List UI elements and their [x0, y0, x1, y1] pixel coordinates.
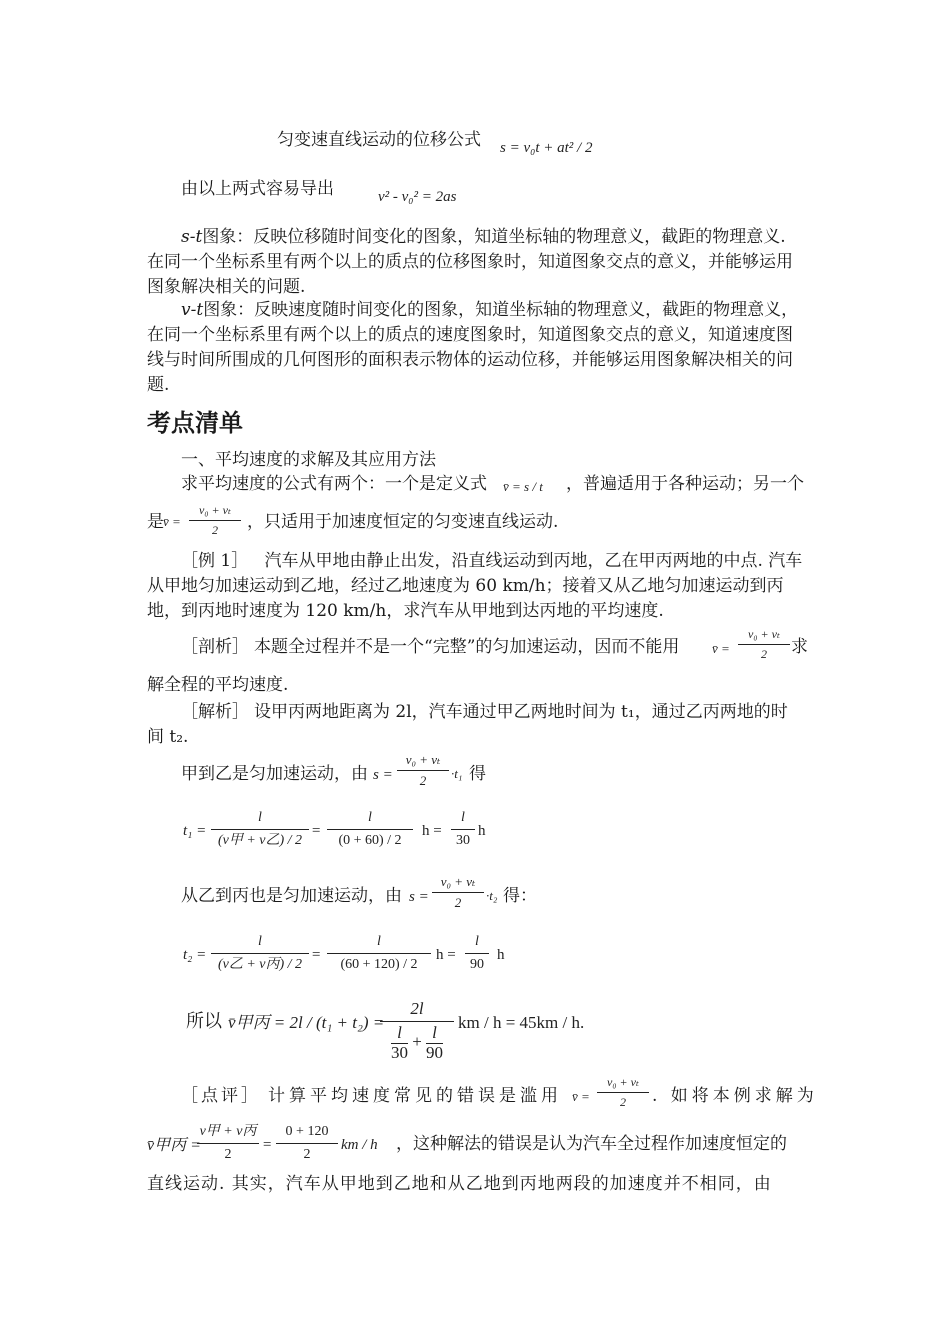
t2-equals: t₂ = — [183, 947, 207, 963]
inner-numerator: l — [397, 1023, 402, 1043]
comment-text-b: . 如将本例求解为 — [652, 1086, 818, 1106]
fraction-numerator: v甲 + v丙 — [199, 1124, 257, 1139]
t2-equals-2: = — [311, 947, 322, 963]
fraction-numerator: v₀ + vₜ — [440, 874, 476, 889]
solution-text-a: 设甲丙两地距离为 2l，汽车通过甲乙两地时间为 t₁，通过乙丙两地的时 — [254, 702, 788, 722]
fraction-denominator: (0 + 60) / 2 — [338, 832, 402, 848]
analysis-v-equals: v̄ = — [712, 641, 730, 656]
t1-equals-2: = — [311, 823, 322, 839]
avg-line2-a: 是 — [147, 512, 164, 532]
step1-s-equals: s = — [373, 767, 393, 783]
analysis-tag: ［剖析］ — [181, 637, 249, 657]
fraction-numerator: l — [377, 934, 381, 949]
avg-definition-formula: v̄ = s / t — [503, 479, 543, 494]
comment-fraction-3 — [276, 1123, 338, 1163]
fraction-denominator: 2 — [454, 895, 462, 911]
section-heading: 考点清单 — [147, 409, 243, 437]
comment-fraction-2 — [197, 1123, 259, 1163]
plus-sign: + — [412, 1032, 422, 1052]
displacement-formula: s = v₀t + at² / 2 — [500, 140, 593, 156]
comment-vbar: v̄甲丙 = — [147, 1137, 201, 1154]
fraction-denominator: 2 — [212, 523, 218, 537]
fraction-numerator: v₀ + vₜ — [405, 752, 441, 767]
inner-numerator: l — [432, 1023, 437, 1043]
fraction-numerator: l — [461, 810, 465, 825]
t1-fraction-3 — [451, 809, 475, 849]
step2-text-a: 从乙到丙也是匀加速运动，由 — [181, 886, 402, 906]
comment-text-a: 计算平均速度常见的错误是滥用 — [268, 1086, 562, 1106]
step1-text-a: 甲到乙是匀加速运动，由 — [181, 764, 368, 784]
comment-text-c: ，这种解法的错误是认为汽车全过程作加速度恒定的 — [396, 1134, 787, 1154]
analysis-text: 本题全过程并不是一个“完整”的匀加速运动，因而不能用 — [254, 637, 680, 657]
result-value: km / h = 45km / h. — [458, 1013, 585, 1032]
example-tag: ［例 1］ — [181, 551, 249, 571]
result-text-a: 所以 — [186, 1011, 222, 1032]
step2-s-equals: s = — [409, 889, 429, 905]
avg-v-equals: v̄ = — [163, 514, 181, 529]
step2-dot-t2: ·t₂ — [486, 888, 498, 903]
fraction-denominator: 2 — [620, 1095, 626, 1109]
t2-fraction-2 — [327, 933, 431, 973]
comment-fraction — [597, 1075, 649, 1110]
vt-text: 图象：反映速度随时间变化的图象，知道坐标轴的物理意义，截距的物理意义，在同一个坐标系里有两个以上的质点的速度图象时，知道图象交点的意义，知道速度图线与时间所围成的几何图形的面积表示物体的运动位移，并能够运用图象解决相关的问题. — [147, 300, 799, 395]
fraction-numerator: 2l — [410, 999, 424, 1018]
fraction-denominator: 2 — [761, 647, 767, 661]
inner-denominator: 90 — [426, 1042, 444, 1062]
fraction-denominator: 2 — [303, 1146, 311, 1162]
result-fraction — [380, 998, 454, 1063]
avg-line1-b: ，普遍适用于各种运动；另一个 — [566, 474, 804, 494]
fraction-numerator: l — [368, 810, 372, 825]
derive-label: 由以上两式容易导出 — [181, 179, 334, 199]
fraction-numerator: v₀ + vₜ — [607, 1075, 639, 1089]
fraction-numerator: 0 + 120 — [285, 1124, 329, 1139]
step2-text-b: 得： — [503, 886, 537, 906]
t1-h: h — [478, 823, 486, 839]
step1-dot-t1: ·t₁ — [451, 766, 463, 781]
fraction-numerator: v₀ + vₜ — [748, 627, 780, 641]
fraction-denominator: 2 — [224, 1146, 232, 1162]
fraction-numerator: l — [258, 934, 262, 949]
comment-text-d: 直线运动. 其实，汽车从甲地到乙地和从乙地到丙地两段的加速度并不相同，由 — [147, 1174, 772, 1194]
displacement-formula-label: 匀变速直线运动的位移公式 — [277, 130, 481, 150]
st-text: 图象：反映位移随时间变化的图象，知道坐标轴的物理意义，截距的物理意义. 在同一个坐标系里有两个以上的质点的位移图象时，知道图象交点的意义，并能够运用图象解决相关的问题. — [147, 227, 793, 297]
fraction-numerator: l — [258, 810, 262, 825]
st-paragraph — [147, 225, 807, 300]
comment-v-equals: v̄ = — [572, 1089, 590, 1104]
fraction-denominator: (60 + 120) / 2 — [340, 956, 418, 972]
fraction-denominator: 30 — [456, 832, 470, 848]
comment-equals: = — [262, 1137, 273, 1153]
solution-text-b: 间 t₂. — [147, 727, 189, 747]
t1-fraction-1 — [211, 809, 309, 849]
comment-unit: km / h — [341, 1137, 378, 1153]
vt-symbol: v-t — [181, 300, 204, 320]
result-vbar: v̄甲丙 = 2l / (t₁ + t₂) = — [228, 1013, 385, 1032]
avg-line2-b: ，只适用于加速度恒定的匀变速直线运动. — [247, 512, 559, 532]
vt-paragraph — [147, 298, 807, 398]
fraction-denominator: (v乙 + v丙) / 2 — [217, 956, 303, 972]
step2-fraction — [432, 874, 484, 912]
st-symbol: s-t — [181, 227, 203, 247]
inner-denominator: 30 — [390, 1042, 408, 1062]
subsection-title: 一、平均速度的求解及其应用方法 — [181, 450, 436, 470]
fraction-numerator: l — [475, 934, 479, 949]
fraction-denominator: (v甲 + v乙) / 2 — [217, 832, 303, 848]
analysis-text-b: 求 — [791, 637, 808, 657]
t1-h-equals: h = — [422, 823, 442, 839]
derived-formula: v² - v₀² = 2as — [378, 189, 457, 205]
avg-line1-a: 求平均速度的公式有两个：一个是定义式 — [181, 474, 487, 494]
example-paragraph — [147, 549, 807, 624]
t2-h-equals: h = — [436, 947, 456, 963]
comment-tag: ［点评］ — [181, 1086, 261, 1106]
t2-fraction-3 — [465, 933, 489, 973]
t2-h: h — [497, 947, 505, 963]
fraction-denominator: 90 — [470, 956, 484, 972]
fraction-denominator — [380, 1024, 454, 1062]
analysis-fraction — [738, 627, 790, 662]
step1-fraction — [397, 752, 449, 790]
solution-tag: ［解析］ — [181, 702, 249, 722]
t2-fraction-1 — [211, 933, 309, 973]
fraction-numerator: v₀ + vₜ — [199, 503, 231, 517]
t1-fraction-2 — [327, 809, 413, 849]
avg-mean-fraction — [189, 503, 241, 538]
analysis-text-c: 解全程的平均速度. — [147, 675, 289, 695]
t1-equals: t₁ = — [183, 823, 207, 839]
fraction-denominator: 2 — [419, 773, 427, 789]
step1-text-b: 得 — [469, 764, 486, 784]
example-text: 汽车从甲地由静止出发，沿直线运动到丙地，乙在甲丙两地的中点. 汽车从甲地匀加速运动到乙地，经过乙地速度为 60 km/h；接着又从乙地匀加速运动到丙地，到丙地时速度为 120 km/h，求汽车从甲地到达丙地的平均速度. — [147, 551, 803, 621]
